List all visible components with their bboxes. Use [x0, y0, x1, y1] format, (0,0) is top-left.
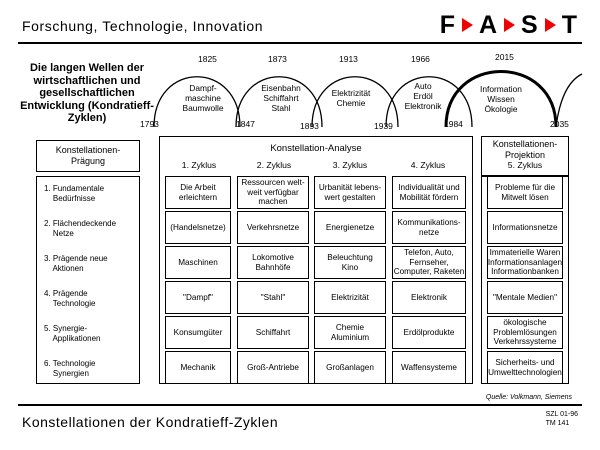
footer-code: SZL 01-96 TM 141 [545, 411, 578, 427]
analysis-header: Konstellation-Analyse [270, 143, 362, 154]
trough-year-5: 1984 [444, 119, 463, 129]
analysis-cell: Erdölprodukte [392, 316, 466, 349]
analysis-cell: Beleuchtung Kino [314, 246, 386, 279]
logo-letter-a: A [478, 10, 499, 39]
analysis-cell: (Handelsnetze) [165, 211, 231, 244]
peak-year-1: 1825 [198, 54, 217, 64]
cycle-header-4: 4. Zyklus [410, 160, 446, 170]
trough-year-3: 1893 [300, 121, 319, 131]
trough-year-6: 2035 [550, 119, 569, 129]
analysis-cell: Schiffahrt [237, 316, 309, 349]
logo-letter-t: T [561, 10, 578, 39]
cycle-header-1: 1. Zyklus [181, 160, 217, 170]
source-note: Quelle: Volkmann, Siemens [485, 394, 572, 401]
analysis-cell: Groß-Antriebe [237, 351, 309, 384]
page-title: Forschung, Technologie, Innovation [22, 18, 264, 34]
analysis-cell: Telefon, Auto, Fernseher, Computer, Raketen [392, 246, 466, 279]
analysis-cell: Verkehrsnetze [237, 211, 309, 244]
trough-year-4: 1939 [374, 121, 393, 131]
footer-title: Konstellationen der Kondratieff-Zyklen [22, 414, 279, 430]
peak-year-5: 2015 [495, 52, 514, 62]
wave-label-4: Auto Erdöl Elektronik [404, 81, 442, 111]
analysis-cell: Mechanik [165, 351, 231, 384]
waves-title: Die langen Wellen der wirtschaftlichen und gesellschaftlichen Entwicklung (Kondratieff-Zyklen) [20, 62, 154, 124]
wave-label-5: Information Wissen Ökologie [480, 84, 522, 114]
cycle-header-5: 5. Zyklus [507, 160, 543, 170]
peak-year-4: 1966 [411, 54, 430, 64]
projection-cell: Immaterielle Waren Informationsanlagen Informationbanken [487, 246, 563, 279]
analysis-cell: Elektrizität [314, 281, 386, 314]
trough-year-2: 1847 [236, 119, 255, 129]
analysis-cell: "Dampf" [165, 281, 231, 314]
analysis-cell: Waffensysteme [392, 351, 466, 384]
kondratieff-waves [0, 0, 600, 140]
projection-cell: "Mentale Medien" [487, 281, 563, 314]
right-header-label: Konstellationen- Projektion [492, 139, 558, 160]
logo-letter-s: S [521, 10, 539, 39]
wave-label-2: Eisenbahn Schiffahrt Stahl [261, 83, 301, 113]
left-rows-box [36, 176, 140, 384]
analysis-cell: Elektronik [392, 281, 466, 314]
peak-year-3: 1913 [339, 54, 358, 64]
wave-label-3: Elektrizität Chemie [331, 88, 371, 108]
row-label: 3. Prägende neue Aktionen [44, 254, 108, 273]
analysis-cell: Energienetze [314, 211, 386, 244]
analysis-cell: Urbanität lebens- wert gestalten [314, 176, 386, 209]
cycle-header-2: 2. Zyklus [256, 160, 292, 170]
left-header-box [36, 140, 140, 172]
analysis-cell: "Stahl" [237, 281, 309, 314]
left-header-label: Konstellationen- Prägung [55, 145, 121, 166]
analysis-cell: Lokomotive Bahnhöfe [237, 246, 309, 279]
projection-cell: Informationsnetze [487, 211, 563, 244]
analysis-cell: Die Arbeit erleichtern [165, 176, 231, 209]
analysis-cell: Maschinen [165, 246, 231, 279]
projection-cell: Probleme für die Mitwelt lösen [487, 176, 563, 209]
footer-rule [18, 404, 582, 406]
projection-cell: Sicherheits- und Umwelttechnologien [487, 351, 563, 384]
wave-label-1: Dampf- maschine Baumwolle [182, 83, 224, 113]
analysis-cell: Ressourcen welt- weit verfügbar machen [237, 176, 309, 209]
peak-year-2: 1873 [268, 54, 287, 64]
analysis-cell: Konsumgüter [165, 316, 231, 349]
analysis-cell: Kommunikations- netze [392, 211, 466, 244]
row-label: 5. Synergie- Applikationen [44, 324, 101, 343]
cycle-header-3: 3. Zyklus [332, 160, 368, 170]
row-label: 6. Technologie Synergien [44, 359, 96, 378]
row-label: 1. Fundamentale Bedürfnisse [44, 184, 105, 203]
logo-letter-f: F [439, 10, 456, 39]
analysis-cell: Großanlagen [314, 351, 386, 384]
row-label: 4. Prägende Technologie [44, 289, 96, 308]
trough-year-1: 1793 [140, 119, 159, 129]
projection-cell: ökologische Problemlösungen Verkehrssysteme [487, 316, 563, 349]
row-label: 2. Flächendeckende Netze [44, 219, 117, 238]
analysis-cell: Chemie Aluminium [314, 316, 386, 349]
analysis-cell: Individualität und Mobilität fördern [392, 176, 466, 209]
right-header-box [481, 136, 569, 176]
